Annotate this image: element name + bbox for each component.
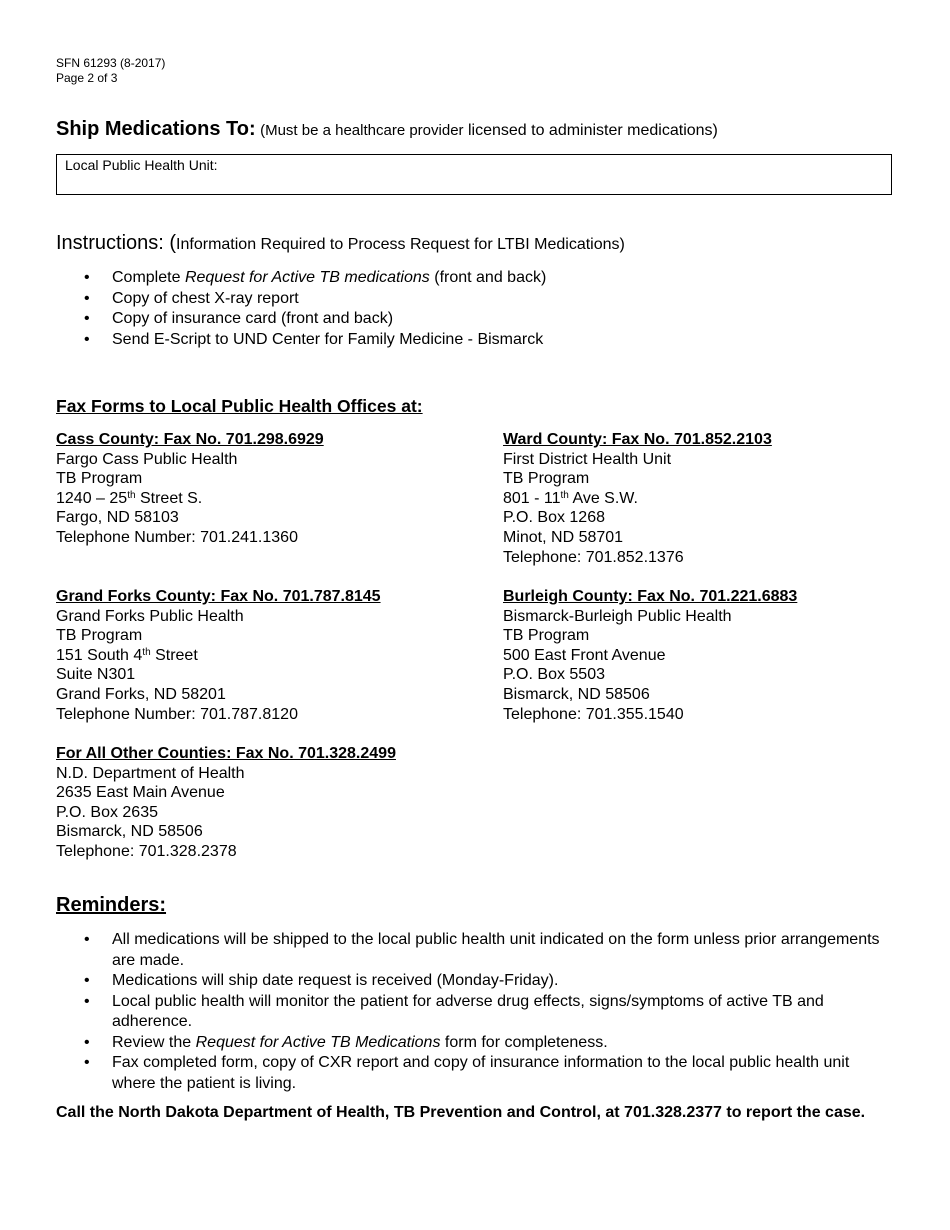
- office-line: Telephone: 701.852.1376: [503, 548, 684, 566]
- cass-county-office: [56, 430, 324, 548]
- reminders-list: [56, 930, 886, 1094]
- item-emphasis: Request for Active TB medications: [184, 269, 430, 286]
- office-line: Fargo Cass Public Health: [56, 450, 238, 468]
- office-line: 151 South 4th Street: [56, 646, 198, 664]
- office-line: Bismarck, ND 58506: [56, 823, 203, 841]
- office-line: Telephone Number: 701.241.1360: [56, 528, 298, 546]
- list-item: • All medications will be shipped to the local public health unit indicated on the form unless prior arrangements are made.: [56, 930, 886, 971]
- office-heading: Grand Forks County: Fax No. 701.787.8145: [56, 588, 381, 605]
- office-line: TB Program: [56, 470, 143, 488]
- ship-title: Ship Medications To:: [56, 118, 256, 140]
- office-heading: For All Other Counties: Fax No. 701.328.2499: [56, 745, 396, 762]
- office-heading: Cass County: Fax No. 701.298.6929: [56, 431, 324, 448]
- office-line: First District Health Unit: [503, 450, 672, 468]
- item-text: Complete: [112, 269, 181, 286]
- instructions-list: [56, 268, 896, 350]
- local-public-health-unit-field[interactable]: [56, 154, 892, 195]
- list-item: [56, 268, 896, 289]
- grand-forks-county-office: [56, 587, 381, 724]
- instructions-heading: [56, 232, 625, 255]
- list-item: • Copy of insurance card (front and back): [56, 309, 896, 330]
- office-line: P.O. Box 1268: [503, 509, 605, 527]
- office-line: Grand Forks Public Health: [56, 607, 244, 625]
- office-line: Telephone: 701.328.2378: [56, 842, 237, 860]
- office-line: Fargo, ND 58103: [56, 509, 179, 527]
- office-line: Bismarck, ND 58506: [503, 685, 650, 703]
- form-header: [56, 56, 165, 86]
- ward-county-office: [503, 430, 772, 567]
- office-line: 1240 – 25th Street S.: [56, 489, 203, 507]
- office-line: Telephone Number: 701.787.8120: [56, 705, 298, 723]
- office-line: P.O. Box 2635: [56, 803, 158, 821]
- office-line: 801 - 11th Ave S.W.: [503, 489, 638, 507]
- item-text: (front and back): [434, 269, 547, 286]
- list-item: • Send E-Script to UND Center for Family Medicine - Bismarck: [56, 330, 896, 351]
- form-number: SFN 61293 (8-2017): [56, 56, 166, 70]
- office-heading: Ward County: Fax No. 701.852.2103: [503, 431, 772, 448]
- office-line: TB Program: [503, 470, 590, 488]
- list-item: • Fax completed form, copy of CXR report and copy of insurance information to the local public health unit where the patient is living.: [56, 1053, 886, 1094]
- burleigh-county-office: [503, 587, 797, 724]
- item-text: Review the: [112, 1033, 192, 1051]
- office-line: N.D. Department of Health: [56, 764, 245, 782]
- ship-note-a: (Must be a healthcare provider: [260, 122, 464, 139]
- instructions-title-lead: Instructions: (: [56, 232, 177, 254]
- office-line: Bismarck-Burleigh Public Health: [503, 607, 732, 625]
- fax-forms-heading: Fax Forms to Local Public Health Offices at:: [56, 396, 423, 416]
- office-line: Suite N301: [56, 666, 136, 684]
- office-line: 500 East Front Avenue: [503, 646, 666, 664]
- page-indicator: Page 2 of 3: [56, 71, 118, 85]
- item-text: form for completeness.: [444, 1033, 608, 1051]
- office-line: Minot, ND 58701: [503, 528, 624, 546]
- call-to-report-note: Call the North Dakota Department of Health, TB Prevention and Control, at 701.328.2377 to report the case.: [56, 1104, 866, 1121]
- office-line: Grand Forks, ND 58201: [56, 685, 226, 703]
- ship-medications-heading: [56, 118, 718, 141]
- reminders-heading: Reminders:: [56, 894, 167, 916]
- list-item: • Medications will ship date request is received (Monday-Friday).: [56, 971, 886, 992]
- office-line: P.O. Box 5503: [503, 666, 605, 684]
- ship-note-b: licensed to administer medications): [467, 122, 718, 139]
- office-line: 2635 East Main Avenue: [56, 784, 225, 802]
- list-item: • Copy of chest X-ray report: [56, 289, 896, 310]
- office-line: TB Program: [56, 627, 143, 645]
- list-item: • Local public health will monitor the patient for adverse drug effects, signs/symptoms of active TB and adherence.: [56, 992, 886, 1033]
- instructions-title-rest: Information Required to Process Request for LTBI Medications): [176, 236, 625, 253]
- lphu-label: Local Public Health Unit:: [65, 157, 218, 173]
- other-counties-office: [56, 744, 396, 862]
- item-emphasis: Request for Active TB Medications: [195, 1033, 441, 1051]
- list-item: [56, 1033, 886, 1054]
- office-heading: Burleigh County: Fax No. 701.221.6883: [503, 588, 798, 605]
- office-line: Telephone: 701.355.1540: [503, 705, 684, 723]
- office-line: TB Program: [503, 627, 590, 645]
